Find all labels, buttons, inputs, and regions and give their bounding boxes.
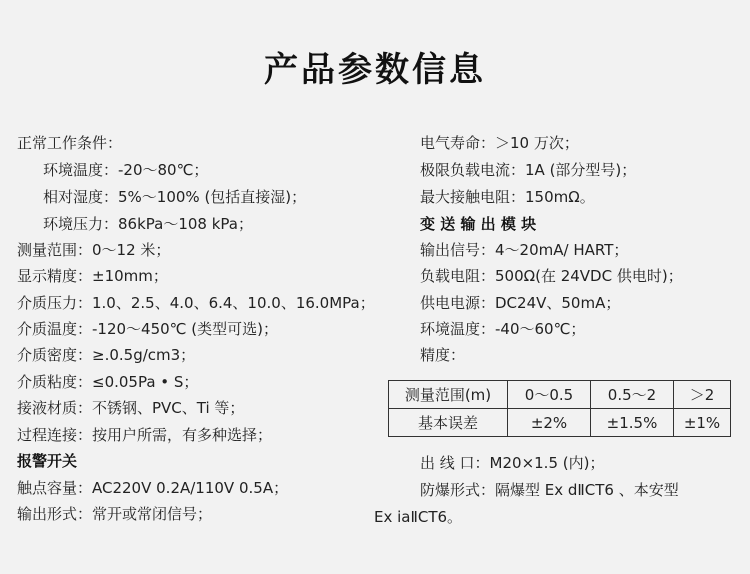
- table-cell: ±2%: [508, 409, 591, 437]
- measuring-range: 测量范围：0～12 米；: [17, 241, 171, 259]
- load-current-limit: 极限负载电流：1A (部分型号)；: [420, 161, 637, 179]
- electrical-life: 电气寿命：＞10 万次；: [420, 134, 579, 152]
- wetted-material: 接液材质：不锈钢、PVC、Ti 等；: [17, 399, 245, 417]
- display-precision: 显示精度：±10mm；: [17, 267, 168, 285]
- table-cell: 基本误差: [389, 409, 508, 437]
- transmitter-ambient-temperature: 环境温度：-40～60℃；: [420, 320, 586, 338]
- table-cell: 0～0.5: [508, 381, 591, 409]
- table-row: [389, 381, 731, 409]
- table-cell: 0.5～2: [591, 381, 674, 409]
- table-cell: ＞2: [674, 381, 731, 409]
- relative-humidity: 相对湿度：5%～100% (包括直接湿)；: [43, 188, 307, 206]
- explosion-proof-type-cont: Ex iaⅡCT6。: [374, 508, 463, 526]
- table-row: [389, 409, 731, 437]
- output-form: 输出形式：常开或常闭信号；: [17, 505, 213, 523]
- load-resistance: 负载电阻：500Ω(在 24VDC 供电时)；: [420, 267, 683, 285]
- accuracy-label: 精度：: [420, 346, 466, 364]
- ambient-temperature: 环境温度：-20～80℃；: [43, 161, 209, 179]
- medium-temperature: 介质温度：-120～450℃ (类型可选)；: [17, 320, 278, 338]
- explosion-proof-type: 防爆形式：隔爆型 Ex dⅡCT6 、本安型: [420, 481, 679, 499]
- medium-pressure: 介质压力：1.0、2.5、4.0、6.4、10.0、16.0MPa；: [17, 294, 375, 312]
- operating-conditions-heading: 正常工作条件：: [17, 134, 123, 152]
- table-cell: 测量范围(m): [389, 381, 508, 409]
- page-title: 产品参数信息: [264, 50, 486, 90]
- process-connection: 过程连接：按用户所需，有多种选择；: [17, 426, 273, 444]
- cable-outlet: 出 线 口：M20×1.5 (内)；: [420, 454, 605, 472]
- medium-viscosity: 介质粘度：≤0.05Pa • S；: [17, 373, 199, 391]
- alarm-switch-heading: 报警开关: [17, 452, 78, 470]
- contact-capacity: 触点容量：AC220V 0.2A/110V 0.5A；: [17, 479, 289, 497]
- table-cell: ±1.5%: [591, 409, 674, 437]
- transmitter-module-heading: 变 送 输 出 模 块: [420, 215, 537, 233]
- power-supply: 供电电源：DC24V、50mA；: [420, 294, 621, 312]
- output-signal: 输出信号：4～20mA/ HART；: [420, 241, 629, 259]
- max-contact-resistance: 最大接触电阻：150mΩ。: [420, 188, 595, 206]
- table-cell: ±1%: [674, 409, 731, 437]
- ambient-pressure: 环境压力：86kPa～108 kPa；: [43, 215, 253, 233]
- accuracy-table: [388, 380, 731, 437]
- medium-density: 介质密度：≥.0.5g/cm3；: [17, 346, 196, 364]
